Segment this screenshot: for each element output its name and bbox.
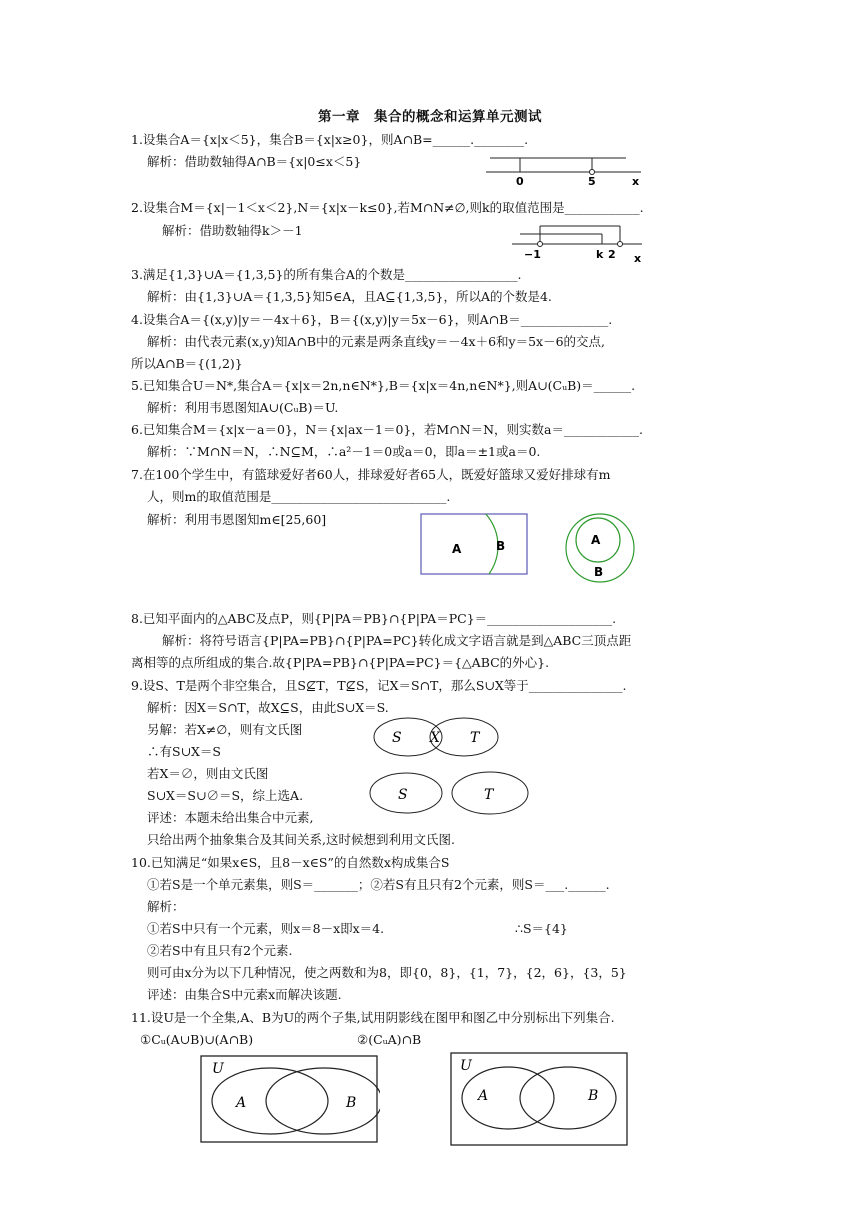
answer-9-line-1: 解析：因X＝S∩T，故X⊆S，由此S∪X＝S. (147, 700, 389, 715)
answer-10-line-2: ②若S中有且只有2个元素. (147, 943, 293, 958)
answer-9-line-2: 另解：若X≠∅，则有文氏图 (147, 722, 303, 737)
question-8: 8.已知平面内的△ABC及点P，则{P|PA＝PB}∩{P|PA＝PC}＝____________________. (131, 611, 617, 626)
question-6: 6.已知集合M＝{x|x－a＝0}，N＝{x|ax－1＝0}，若M∩N＝N，则实数a＝____________. (131, 422, 643, 437)
axis-label-x: x (632, 175, 640, 188)
tick-label-5: 5 (588, 175, 596, 188)
question-7-line-2: 人，则m的取值范围是____________________________. (147, 489, 451, 504)
answer-7: 解析：利用韦恩图知m∈[25,60] (147, 512, 327, 527)
venn-9a-label-s: S (392, 730, 402, 746)
answer-9-line-4: 若X＝∅，则由文氏图 (147, 766, 269, 781)
venn-9a-label-x: X (430, 730, 440, 746)
page-title: 第一章 集合的概念和运算单元测试 (318, 109, 542, 125)
tick-label-0: 0 (516, 175, 524, 188)
answer-5: 解析：利用韦恩图知A∪(CᵤB)＝U. (147, 400, 339, 415)
number-line-1-svg (486, 148, 646, 190)
venn-11b-label-u: U (460, 1058, 472, 1074)
question-11-part-2: ②(CᵤA)∩B (357, 1032, 422, 1047)
venn-7b-label-a: A (591, 533, 601, 547)
venn-7b-label-b: B (594, 565, 604, 579)
answer-9-line-5: S∪X＝S∪∅＝S，综上选A. (147, 788, 304, 803)
axis-label-x-2: x (634, 252, 642, 264)
venn-11b-label-b: B (588, 1088, 599, 1104)
venn-9a-svg (372, 716, 502, 760)
venn-figure-9b (368, 770, 530, 818)
venn-7a-label-b: B (496, 539, 506, 553)
venn-9b-label-t: T (484, 787, 494, 803)
venn-figure-7b (562, 510, 638, 586)
venn-11a-label-u: U (212, 1061, 224, 1077)
venn-figure-7a (420, 513, 530, 577)
question-1: 1.设集合A＝{x|x＜5}，集合B＝{x|x≥0}，则A∩B=______.________. (131, 132, 529, 147)
venn-11a-label-b: B (346, 1095, 357, 1111)
venn-figure-11a (200, 1055, 380, 1145)
venn-11a-label-a: A (236, 1095, 247, 1111)
answer-10-line-3: 则可由x分为以下几种情况，使之两数和为8，即{0，8}，{1，7}，{2，6}，{3，5} (147, 965, 627, 980)
venn-11b-svg (450, 1052, 630, 1148)
tick-label-k: k (596, 248, 604, 261)
answer-3: 解析：由{1,3}∪A＝{1,3,5}知5∈A，且A⊆{1,3,5}，所以A的个数是4. (147, 289, 552, 304)
question-9: 9.设S、T是两个非空集合，且S⊈T，T⊈S，记X＝S∩T，那么S∪X等于_______________. (131, 678, 627, 693)
question-4: 4.设集合A＝{(x,y)|y＝－4x＋6}，B＝{(x,y)|y＝5x－6}，则A∩B＝______________. (131, 312, 613, 327)
question-2: 2.设集合M＝{x|－1＜x＜2},N＝{x|x－k≤0},若M∩N≠∅,则k的取值范围是____________. (131, 200, 644, 215)
question-5: 5.已知集合U＝N*,集合A＝{x|x＝2n,n∈N*},B＝{x|x＝4n,n∈N*},则A∪(CᵤB)＝______. (131, 378, 636, 393)
answer-2: 解析：借助数轴得k＞－1 (162, 223, 303, 238)
venn-9b-svg (368, 770, 530, 818)
answer-1: 解析：借助数轴得A∩B＝{x|0≤x＜5} (147, 154, 362, 169)
venn-11b-label-a: A (478, 1088, 489, 1104)
answer-10-result-1: ∴S＝{4} (515, 921, 568, 936)
venn-9b-label-s: S (398, 787, 408, 803)
question-11-part-1: ①Cᵤ(A∪B)∪(A∩B) (140, 1032, 254, 1047)
venn-9a-label-t: T (470, 730, 480, 746)
answer-8-line-2: 离相等的点所组成的集合.故{P|PA=PB}∩{P|PA=PC}＝{△ABC的外心}. (131, 655, 550, 670)
answer-9-line-7: 只给出两个抽象集合及其间关系,这时候想到利用文氏图. (147, 832, 455, 847)
venn-figure-9a (372, 716, 502, 760)
answer-9-line-3: ∴有S∪X＝S (147, 744, 221, 759)
answer-9-line-6: 评述：本题未给出集合中元素, (147, 810, 314, 825)
venn-11a-svg (200, 1055, 380, 1145)
number-line-2-svg (510, 218, 650, 264)
answer-4-line-2: 所以A∩B＝{(1,2)} (131, 356, 243, 371)
tick-label-minus1: −1 (524, 248, 541, 261)
number-line-figure-1 (486, 148, 646, 190)
question-10: 10.已知满足“如果x∈S，且8－x∈S”的自然数x构成集合S (131, 855, 450, 870)
answer-10-label: 解析： (147, 899, 185, 914)
answer-6: 解析：∵M∩N＝N，∴N⊆M，∴a²－1＝0或a＝0，即a＝±1或a＝0. (147, 444, 541, 459)
answer-8-line-1: 解析：将符号语言{P|PA=PB}∩{P|PA=PC}转化成文字语言就是到△ABC三顶点距 (162, 633, 632, 648)
question-10-part: ①若S是一个单元素集，则S＝_______；②若S有且只有2个元素，则S＝___.______. (147, 877, 610, 892)
number-line-figure-2 (510, 218, 650, 264)
tick-label-2: 2 (608, 248, 616, 261)
question-11: 11.设U是一个全集,A、B为U的两个子集,试用阴影线在图甲和图乙中分别标出下列集合. (131, 1010, 615, 1025)
answer-10-line-4: 评述：由集合S中元素x而解决该题. (147, 987, 342, 1002)
question-3: 3.满足{1,3}∪A＝{1,3,5}的所有集合A的个数是__________________. (131, 267, 522, 282)
venn-7a-label-a: A (452, 542, 462, 556)
venn-7b-svg (562, 510, 638, 586)
answer-10-line-1: ①若S中只有一个元素，则x＝8－x即x＝4. (147, 921, 385, 936)
question-7-line-1: 7.在100个学生中，有篮球爱好者60人，排球爱好者65人，既爱好篮球又爱好排球有m (131, 467, 611, 482)
venn-7a-svg (420, 513, 530, 577)
venn-figure-11b (450, 1052, 630, 1148)
answer-4-line-1: 解析：由代表元素(x,y)知A∩B中的元素是两条直线y＝－4x＋6和y＝5x－6的交点, (147, 334, 606, 349)
